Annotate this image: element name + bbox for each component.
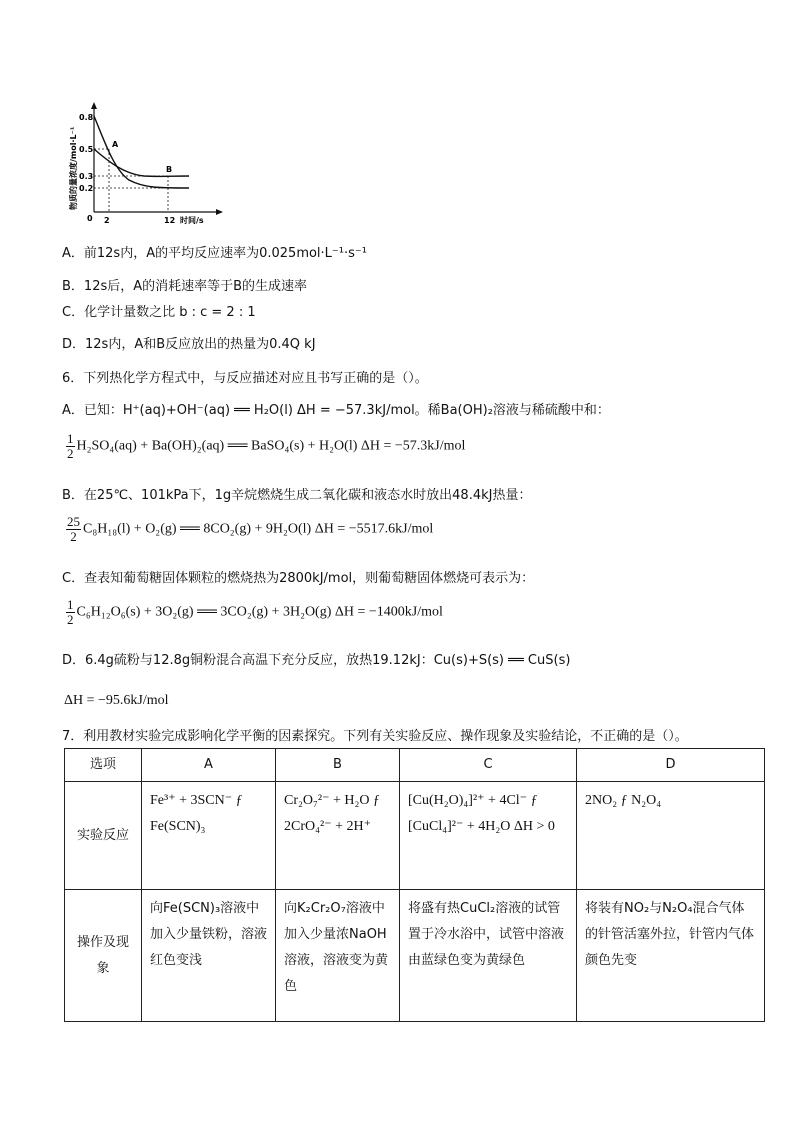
curve-a bbox=[94, 116, 189, 188]
graph-y-tick: 0.8 bbox=[79, 113, 94, 122]
graph-x-tick: 2 bbox=[104, 216, 110, 225]
q5-option-b: B．12s后，A的消耗速率等于B的生成速率 bbox=[62, 279, 308, 294]
row-label: 操作及现象 bbox=[65, 890, 142, 1022]
q6-option-c-text: C．查表知葡萄糖固体颗粒的燃烧热为2800kJ/mol，则葡萄糖固体燃烧可表示为： bbox=[62, 571, 535, 586]
q6-option-a-text: A．已知：H⁺(aq)+OH⁻(aq) ══ H₂O(l) ΔH = −57.3kJ/mol。稀Ba(OH)₂溶液与稀硫酸中和： bbox=[62, 403, 610, 418]
graph-x-tick: 12 bbox=[164, 216, 176, 225]
table-cell: Cr₂O₇²⁻ + H₂O ƒ 2CrO₄²⁻ + 2H⁺ bbox=[276, 782, 400, 890]
curve-b bbox=[94, 149, 189, 176]
q6-option-a-equation: $\frac{1}{2}$ H₂SO₄(aq) + Ba(OH)₂(aq) ══ BaSO₄(s) + H₂O(l) ΔH = −57.3kJ/mol bbox=[67, 431, 466, 461]
fraction: $\frac{1}{2}$ bbox=[67, 597, 74, 627]
table-header: A bbox=[142, 749, 276, 782]
q6-option-b-equation: $\frac{25}{2}$ C₈H₁₈(l) + O₂(g) ══ 8CO₂(g) + 9H₂O(l) ΔH = −5517.6kJ/mol bbox=[67, 514, 434, 544]
graph-x-label: 时间/s bbox=[180, 216, 204, 225]
q5-option-a: A．前12s内，A的平均反应速率为0.025mol·L⁻¹·s⁻¹ bbox=[62, 246, 367, 261]
q6-option-d-equation: ΔH = −95.6kJ/mol bbox=[64, 693, 169, 708]
table-cell: [Cu(H₂O)₄]²⁺ + 4Cl⁻ ƒ [CuCl₄]²⁻ + 4H₂O ΔH > 0 bbox=[400, 782, 577, 890]
curve-b-label: B bbox=[166, 165, 173, 174]
fraction: $\frac{25}{2}$ bbox=[67, 514, 80, 544]
table-cell: 将盛有热CuCl₂溶液的试管置于冷水浴中，试管中溶液由蓝绿色变为黄绿色 bbox=[400, 890, 577, 1022]
table-cell: 将装有NO₂与N₂O₄混合气体的针管活塞外拉，针管内气体颜色先变 bbox=[577, 890, 765, 1022]
q7-table bbox=[64, 748, 765, 1022]
concentration-time-graph bbox=[64, 100, 234, 225]
q5-option-d: D．12s内，A和B反应放出的热量为0.4Q kJ bbox=[62, 337, 316, 352]
graph-y-tick: 0.2 bbox=[79, 184, 94, 193]
q6-option-c-equation: $\frac{1}{2}$ C₆H₁₂O₆(s) + 3O₂(g) ══ 3CO₂(g) + 3H₂O(g) ΔH = −1400kJ/mol bbox=[67, 597, 443, 627]
table-row bbox=[65, 782, 765, 890]
table-cell: 向K₂Cr₂O₇溶液中加入少量浓NaOH溶液，溶液变为黄色 bbox=[276, 890, 400, 1022]
graph-y-label: 物质的量浓度/mol·L⁻¹ bbox=[69, 126, 78, 210]
fraction: $\frac{1}{2}$ bbox=[67, 431, 74, 461]
table-header-row bbox=[65, 749, 765, 782]
row-label: 实验反应 bbox=[65, 782, 142, 890]
table-cell: 向Fe(SCN)₃溶液中加入少量铁粉，溶液红色变浅 bbox=[142, 890, 276, 1022]
curve-a-label: A bbox=[112, 140, 119, 149]
q6-option-b-text: B．在25℃、101kPa下，1g辛烷燃烧生成二氧化碳和液态水时放出48.4kJ热量： bbox=[62, 488, 532, 503]
table-cell: 2NO₂ ƒ N₂O₄ bbox=[577, 782, 765, 890]
table-header: D bbox=[577, 749, 765, 782]
graph-y-tick: 0.5 bbox=[79, 145, 94, 154]
q6-option-d-text: D．6.4g硫粉与12.8g铜粉混合高温下充分反应，放热19.12kJ：Cu(s)+S(s) ══ CuS(s) bbox=[62, 653, 571, 668]
q6-stem: 6．下列热化学方程式中，与反应描述对应且书写正确的是（）。 bbox=[62, 371, 428, 386]
table-cell: Fe³⁺ + 3SCN⁻ ƒ Fe(SCN)₃ bbox=[142, 782, 276, 890]
table-header: 选项 bbox=[65, 749, 142, 782]
q5-option-c: C．化学计量数之比 b : c = 2 : 1 bbox=[62, 305, 256, 320]
table-row bbox=[65, 890, 765, 1022]
graph-y-tick: 0.3 bbox=[79, 172, 94, 181]
graph-x-tick: 0 bbox=[87, 214, 93, 223]
table-header: C bbox=[400, 749, 577, 782]
table-header: B bbox=[276, 749, 400, 782]
q7-stem: 7．利用教材实验完成影响化学平衡的因素探究。下列有关实验反应、操作现象及实验结论，不正确的是（）。 bbox=[62, 729, 688, 744]
